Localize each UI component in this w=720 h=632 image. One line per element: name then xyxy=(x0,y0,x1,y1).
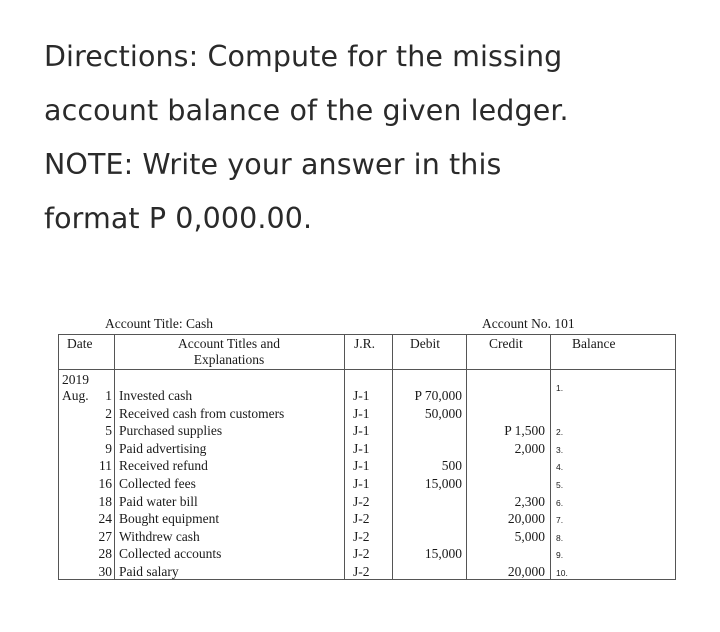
ledger-month: Aug. xyxy=(62,388,89,403)
row-description: Paid advertising xyxy=(119,440,207,456)
ledger-year: 2019 xyxy=(62,372,89,387)
row-answer-number: 1. xyxy=(556,383,564,393)
row-debit: P 70,000 xyxy=(414,388,462,403)
row-day: 18 xyxy=(98,493,112,509)
row-day: 11 xyxy=(99,458,112,474)
directions-line-2: account balance of the given ledger. xyxy=(44,94,569,127)
row-day: 2 xyxy=(105,405,112,421)
row-jr: J-2 xyxy=(353,546,370,562)
row-day: 1 xyxy=(105,388,112,403)
row-jr: J-1 xyxy=(353,405,370,421)
row-description: Collected fees xyxy=(119,476,196,491)
account-title: Account Title: Cash xyxy=(105,316,214,331)
ledger-titles-divider xyxy=(344,334,345,579)
directions-line-3: NOTE: Write your answer in this xyxy=(44,148,502,181)
row-answer-number: 7. xyxy=(556,515,564,526)
header-account-titles: Account Titles and xyxy=(177,336,280,351)
directions-line-4: format P 0,000.00. xyxy=(44,202,313,235)
header-explanations: Explanations xyxy=(193,352,265,367)
header-date: Date xyxy=(67,336,93,351)
row-jr: J-1 xyxy=(353,388,370,403)
row-day: 16 xyxy=(98,476,112,491)
header-balance: Balance xyxy=(572,336,616,351)
row-day: 5 xyxy=(105,423,112,439)
row-jr: J-2 xyxy=(353,493,370,509)
row-debit: 50,000 xyxy=(424,405,462,421)
ledger-jr-divider xyxy=(392,334,393,579)
row-description: Purchased supplies xyxy=(119,423,223,439)
account-number: Account No. 101 xyxy=(482,316,575,331)
row-credit: 2,000 xyxy=(514,440,545,456)
row-jr: J-1 xyxy=(353,423,370,439)
directions-line-1: Directions: Compute for the missing xyxy=(44,40,563,73)
header-debit: Debit xyxy=(410,336,440,351)
header-jr: J.R. xyxy=(354,336,376,351)
row-credit: 20,000 xyxy=(507,511,545,527)
row-description: Invested cash xyxy=(119,388,193,403)
row-jr: J-1 xyxy=(353,476,370,491)
ledger-top-rule xyxy=(58,334,676,335)
ledger-border-right xyxy=(675,334,676,579)
ledger-credit-divider xyxy=(550,334,551,579)
row-day: 28 xyxy=(98,546,112,562)
row-debit: 500 xyxy=(441,458,462,474)
row-answer-number: 5. xyxy=(556,480,564,490)
row-credit: 20,000 xyxy=(507,564,545,579)
row-description: Paid salary xyxy=(119,564,179,579)
row-jr: J-1 xyxy=(353,458,370,474)
row-description: Collected accounts xyxy=(119,546,222,562)
row-jr: J-2 xyxy=(353,528,370,544)
row-jr: J-2 xyxy=(353,564,370,579)
row-credit: P 1,500 xyxy=(504,423,545,439)
row-answer-number: 4. xyxy=(556,462,564,473)
row-jr: J-2 xyxy=(353,511,370,527)
row-answer-number: 10. xyxy=(556,568,568,578)
row-day: 27 xyxy=(98,528,112,544)
row-answer-number: 3. xyxy=(556,444,564,455)
row-description: Paid water bill xyxy=(119,493,198,509)
row-day: 9 xyxy=(105,440,112,456)
row-jr: J-1 xyxy=(353,440,370,456)
row-answer-number: 2. xyxy=(556,427,564,438)
row-debit: 15,000 xyxy=(424,546,462,562)
row-description: Withdrew cash xyxy=(119,528,200,544)
row-answer-number: 8. xyxy=(556,532,564,543)
ledger-date-divider xyxy=(114,334,115,579)
row-credit: 5,000 xyxy=(514,528,545,544)
row-day: 30 xyxy=(98,564,112,579)
row-description: Received refund xyxy=(119,458,208,474)
header-credit: Credit xyxy=(489,336,523,351)
row-answer-number: 9. xyxy=(556,550,564,561)
row-credit: 2,300 xyxy=(514,493,545,509)
row-description: Received cash from customers xyxy=(119,405,285,421)
row-description: Bought equipment xyxy=(119,511,220,527)
row-day: 24 xyxy=(98,511,112,527)
ledger-header-rule xyxy=(58,369,676,370)
row-debit: 15,000 xyxy=(424,476,462,491)
row-answer-number: 6. xyxy=(556,497,564,508)
